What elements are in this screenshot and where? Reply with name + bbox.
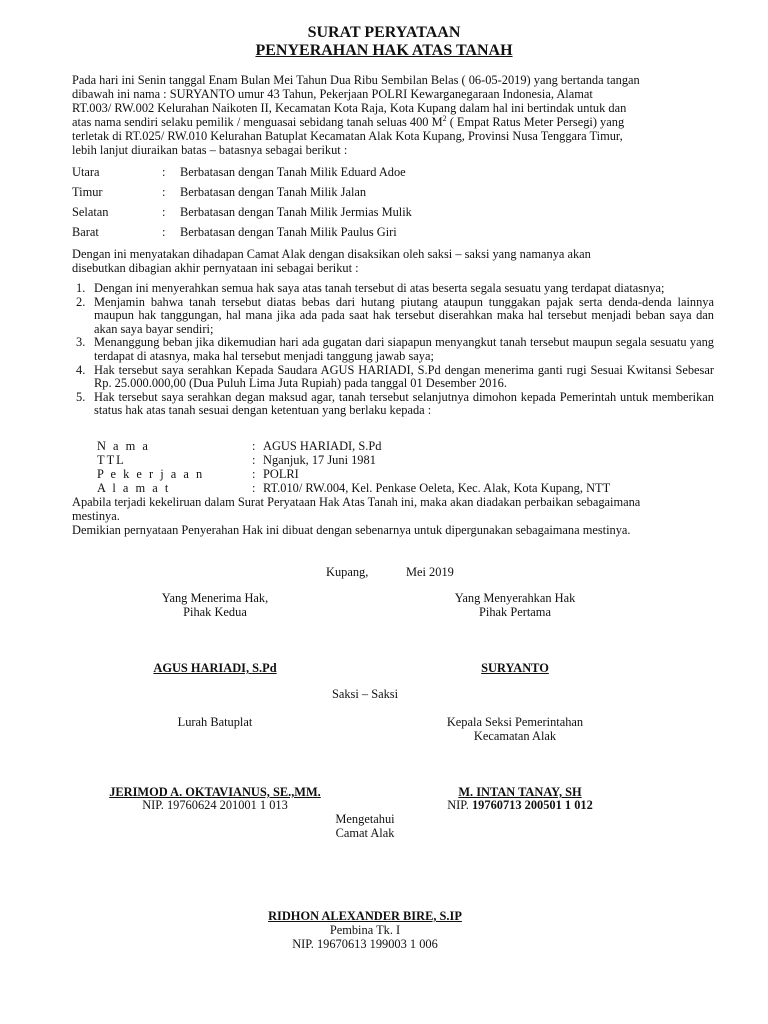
recipient-value: AGUS HARIADI, S.Pd: [263, 439, 382, 453]
boundary-text: Berbatasan dengan Tanah Milik Eduard Adoe: [180, 165, 406, 179]
recipient-value: Nganjuk, 17 Juni 1981: [263, 453, 376, 467]
camat-name: RIDHON ALEXANDER BIRE, S.IP: [268, 909, 462, 923]
camat-nip: NIP. 19670613 199003 1 006: [292, 937, 438, 951]
recipient-value: RT.010/ RW.004, Kel. Penkase Oeleta, Kec. Alak, Kota Kupang, NTT: [263, 481, 611, 495]
opening-line-3: RT.003/ RW.002 Kelurahan Naikoten II, Kecamatan Kota Raja, Kota Kupang dalam hal ini bertindak untuk dan: [72, 101, 627, 115]
witness2-role-line-2: Kecamatan Alak: [473, 729, 557, 743]
witness1-nip: NIP. 19760624 201001 1 013: [142, 798, 288, 812]
giver-role: Yang Menyerahkan Hak: [454, 591, 576, 605]
boundary-direction: Timur: [72, 185, 103, 199]
boundary-row: [72, 206, 714, 220]
recipient-row: [97, 440, 697, 454]
boundary-text: Berbatasan dengan Tanah Milik Jermias Mulik: [180, 205, 412, 219]
list-item: 2. Menjamin bahwa tanah tersebut diatas bebas dari hutang piutang ataupun tunggakan pajak serta denda-denda lainnya maupun hak tanggungan, hal mana jika ada pada saat hak tersebut diserahkan maka hal tersebut menjadi beban saya dan akan saya bayar sendiri;: [76, 294, 714, 336]
list-item: 1. Dengan ini menyerahkan semua hak saya atas tanah tersebut di atas beserta segala sesuatu yang terdapat diatasnya;: [76, 281, 665, 295]
list-item: 4. Hak tersebut saya serahkan Kepada Saudara AGUS HARIADI, S.Pd dengan menerima ganti rugi Sesuai Kwitansi Sebesar Rp. 25.000.000,00 (Dua Puluh Lima Juta Rupiah) pada tanggal 01 Desember 2016.: [76, 362, 714, 391]
closing-line-1: Apabila terjadi kekeliruan dalam Surat Peryataan Hak Atas Tanah ini, maka akan diadakan perbaikan sebagaimana: [72, 495, 641, 509]
closing-line-3: Demikian pernyataan Penyerahan Hak ini dibuat dengan sebenarnya untuk dipergunakan sebagaimana mestinya.: [72, 523, 631, 537]
witness2-name: M. INTAN TANAY, SH: [458, 785, 582, 799]
boundary-direction: Utara: [72, 165, 100, 179]
witness-heading: Saksi – Saksi: [331, 687, 399, 701]
receiver-role: Yang Menerima Hak,: [161, 591, 269, 605]
recipient-label: N a m a: [97, 439, 150, 453]
list-item: 3. Menanggung beban jika dikemudian hari ada gugatan dari siapapun menyangkut tanah tersebut maupun segala sesuatu yang terdapat di atasnya, maka hal tersebut menjadi tanggung jawab saya;: [76, 335, 714, 363]
witness1-role: Lurah Batuplat: [177, 715, 253, 729]
closing-line-2: mestinya.: [72, 509, 120, 523]
recipient-row: [97, 482, 697, 496]
boundary-row: [72, 226, 714, 240]
statement-intro-line-1: Dengan ini menyatakan dihadapan Camat Alak dengan disaksikan oleh saksi – saksi yang namanya akan: [72, 247, 591, 261]
recipient-colon: :: [252, 453, 256, 467]
witness2-nip: NIP. 19760713 200501 1 012: [447, 798, 593, 812]
boundary-direction: Selatan: [72, 205, 109, 219]
witness2-role-line-1: Kepala Seksi Pemerintahan: [446, 715, 584, 729]
recipient-label: A l a m a t: [97, 481, 171, 495]
receiver-name: AGUS HARIADI, S.Pd: [153, 661, 277, 675]
opening-line-4: atas nama sendiri selaku pemilik / menguasai sebidang tanah seluas 400 $M^2$ ( Empat Ratus Meter Persegi) yang: [72, 113, 625, 129]
place: Kupang,: [326, 565, 369, 579]
boundary-direction: Barat: [72, 225, 99, 239]
opening-line-2: dibawah ini nama : SURYANTO umur 43 Tahun, Pekerjaan POLRI Kewarganegaraan Indonesia, Alamat: [72, 87, 593, 101]
recipient-value: POLRI: [263, 467, 299, 481]
camat-rank: Pembina Tk. I: [329, 923, 401, 937]
list-item: 5. Hak tersebut saya serahkan degan maksud agar, tanah tersebut selanjutnya dimohon kepada Pemerintah untuk memberikan status hak atas tanah sesuai dengan ketentuan yang berlaku kepada :: [76, 389, 714, 418]
giver-name: SURYANTO: [481, 661, 549, 675]
recipient-colon: :: [252, 439, 256, 453]
date: Mei 2019: [406, 565, 454, 579]
giver-party: Pihak Pertama: [479, 605, 551, 619]
boundary-colon: :: [162, 165, 166, 179]
boundary-row: [72, 166, 714, 180]
statement-points: [72, 282, 714, 418]
recipient-label: P e k e r j a a n: [97, 467, 205, 481]
document-title: SURAT PERYATAAN: [307, 24, 461, 41]
acknowledge-line-1: Mengetahui: [335, 812, 395, 826]
receiver-party: Pihak Kedua: [183, 605, 247, 619]
opening-line-5: terletak di RT.025/ RW.010 Kelurahan Batuplat Kecamatan Alak Kota Kupang, Provinsi Nusa Tenggara Timur,: [72, 129, 623, 143]
boundary-text: Berbatasan dengan Tanah Milik Jalan: [180, 185, 367, 199]
recipient-colon: :: [252, 467, 256, 481]
boundary-row: [72, 186, 714, 200]
witness1-name: JERIMOD A. OKTAVIANUS, SE.,MM.: [109, 785, 321, 799]
acknowledge-line-2: Camat Alak: [335, 826, 395, 840]
opening-line-6: lebih lanjut diuraikan batas – batasnya sebagai berikut :: [72, 143, 348, 157]
statement-intro-line-2: disebutkan dibagian akhir pernyataan ini sebagai berikut :: [72, 261, 359, 275]
recipient-label: TTL: [97, 453, 126, 467]
document-subtitle: PENYERAHAN HAK ATAS TANAH: [255, 42, 513, 59]
boundary-colon: :: [162, 205, 166, 219]
recipient-colon: :: [252, 481, 256, 495]
boundary-text: Berbatasan dengan Tanah Milik Paulus Giri: [180, 225, 397, 239]
recipient-row: [97, 454, 697, 468]
boundary-colon: :: [162, 185, 166, 199]
recipient-row: [97, 468, 697, 482]
opening-line-1: Pada hari ini Senin tanggal Enam Bulan Mei Tahun Dua Ribu Sembilan Belas ( 06-05-2019) yang bertanda tangan: [72, 73, 640, 87]
boundary-colon: :: [162, 225, 166, 239]
